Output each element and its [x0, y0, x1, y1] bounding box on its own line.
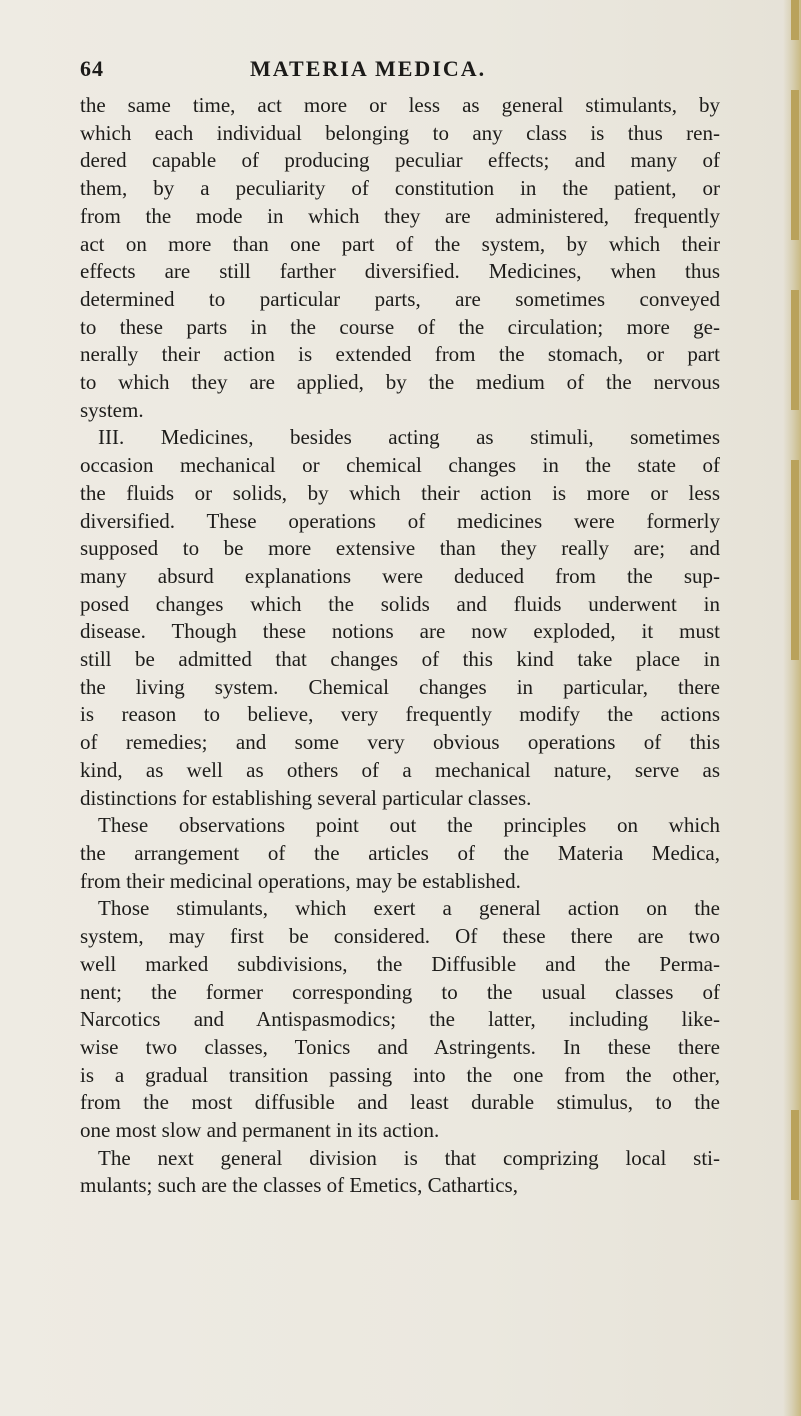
text-line: effects are still farther diversified. Medicines, when thus — [80, 259, 720, 284]
page-header — [80, 56, 720, 86]
text-line: to which they are applied, by the medium of the nervous — [80, 370, 720, 395]
text-line: distinctions for establishing several particular classes. — [80, 785, 532, 810]
text-line: posed changes which the solids and fluids underwent in — [80, 591, 720, 616]
text-line: one most slow and permanent in its action. — [80, 1118, 440, 1143]
text-line: many absurd explanations were deduced from the sup- — [80, 563, 720, 588]
text-line: is a gradual transition passing into the one from the other, — [80, 1062, 720, 1087]
text-line: them, by a peculiarity of constitution in the patient, or — [80, 176, 720, 201]
text-line: still be admitted that changes of this kind take place in — [80, 647, 720, 672]
text-line: kind, as well as others of a mechanical nature, serve as — [80, 757, 720, 782]
text-line: mulants; such are the classes of Emetics, Cathartics, — [80, 1173, 518, 1198]
text-line: determined to particular parts, are sometimes conveyed — [80, 286, 720, 311]
text-line: disease. Though these notions are now exploded, it must — [80, 619, 720, 644]
text-line: diversified. These operations of medicines were formerly — [80, 508, 720, 533]
text-line: which each individual belonging to any class is thus ren- — [80, 120, 720, 145]
page-edge-tab — [791, 90, 799, 240]
text-line: wise two classes, Tonics and Astringents. In these there — [80, 1034, 720, 1059]
text-line: from the most diffusible and least durable stimulus, to the — [80, 1090, 720, 1115]
text-line: III. Medicines, besides acting as stimuli, sometimes — [98, 425, 720, 450]
text-line: from their medicinal operations, may be established. — [80, 868, 521, 893]
page-number: 64 — [80, 56, 104, 81]
text-line: nent; the former corresponding to the usual classes of — [80, 979, 720, 1004]
text-line: the arrangement of the articles of the Materia Medica, — [80, 840, 720, 865]
text-line: from the mode in which they are administered, frequently — [80, 203, 720, 228]
text-line: of remedies; and some very obvious operations of this — [80, 730, 720, 755]
text-line: Narcotics and Antispasmodics; the latter, including like- — [80, 1007, 720, 1032]
text-line: is reason to believe, very frequently modify the actions — [80, 702, 720, 727]
text-line: the same time, act more or less as general stimulants, by — [80, 93, 720, 117]
running-head: MATERIA MEDICA. — [250, 56, 487, 81]
text-line: the living system. Chemical changes in particular, there — [80, 674, 720, 699]
text-line: occasion mechanical or chemical changes in the state of — [80, 453, 720, 478]
body-text — [80, 92, 720, 1200]
page-edge — [783, 0, 801, 1416]
text-line: system. — [80, 397, 144, 422]
text-line: to these parts in the course of the circulation; more ge- — [80, 314, 720, 339]
text-line: The next general division is that comprizing local sti- — [98, 1145, 720, 1170]
page-edge-tab — [791, 0, 799, 40]
text-line: system, may first be considered. Of these there are two — [80, 924, 720, 949]
text-line: act on more than one part of the system, by which their — [80, 231, 720, 256]
text-line: supposed to be more extensive than they really are; and — [80, 536, 720, 561]
text-line: dered capable of producing peculiar effects; and many of — [80, 148, 720, 173]
page-edge-tab — [791, 290, 799, 410]
text-line: the fluids or solids, by which their action is more or less — [80, 480, 720, 505]
text-line: well marked subdivisions, the Diffusible and the Perma- — [80, 951, 720, 976]
page-edge-tab — [791, 460, 799, 660]
text-line: Those stimulants, which exert a general action on the — [98, 896, 720, 921]
text-line: nerally their action is extended from the stomach, or part — [80, 342, 720, 367]
text-line: These observations point out the principles on which — [98, 813, 720, 838]
page-edge-tab — [791, 1110, 799, 1200]
